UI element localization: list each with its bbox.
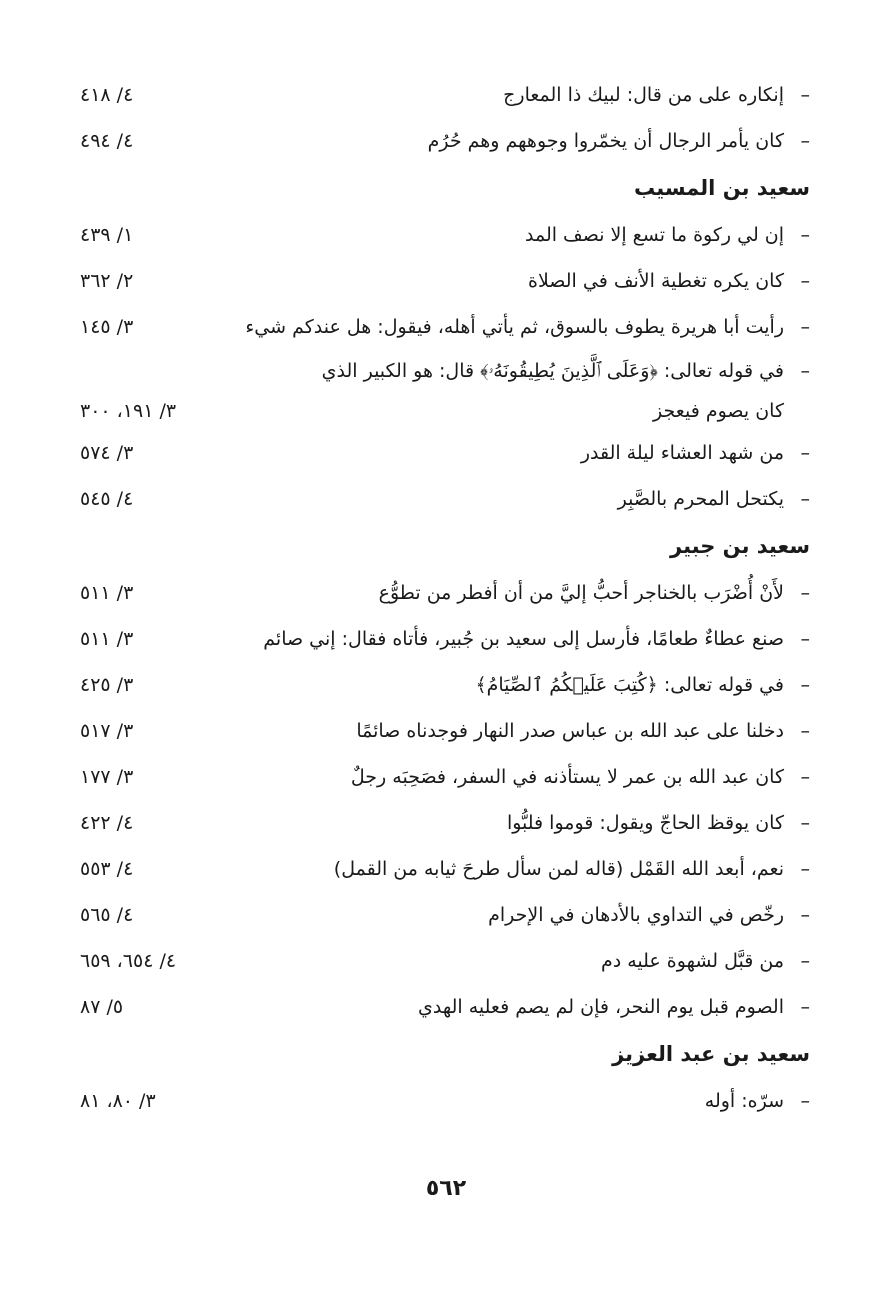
index-entry: [80, 430, 810, 476]
page-number: ٥٦٢: [425, 1176, 467, 1201]
entry-text: نعم، أبعد الله القَمْل (قاله لمن سأل طرحَ ثيابه من القمل): [333, 858, 784, 880]
index-entry: [80, 476, 810, 522]
entry-reference: ١/ ٤٣٩: [80, 224, 134, 246]
entry-dash: –: [800, 488, 810, 510]
entry-dash: –: [800, 674, 810, 696]
entry-dash: –: [800, 812, 810, 834]
entry-text: إنكاره على من قال: لبيك ذا المعارج: [503, 84, 784, 106]
entry-text-continuation: كان يصوم فيعجز: [653, 400, 784, 422]
entry-reference: ٤/ ٤١٨: [80, 84, 134, 106]
section-heading: سعيد بن المسيب: [634, 176, 810, 200]
index-entry: [80, 304, 810, 350]
entry-text: في قوله تعالى: ﴿وَعَلَى ٱلَّذِينَ يُطِيقُونَهُۥ﴾ قال: هو الكبير الذي: [321, 360, 784, 382]
entry-reference: ٥/ ٨٧: [80, 996, 124, 1018]
entry-reference: ٢/ ٣٦٢: [80, 270, 134, 292]
index-entry: [80, 708, 810, 754]
entry-reference: ٣/ ٥١٧: [80, 720, 134, 742]
entry-text: الصوم قبل يوم النحر، فإن لم يصم فعليه الهدي: [418, 996, 784, 1018]
index-entry: [80, 212, 810, 258]
entry-dash: –: [800, 766, 810, 788]
entry-text: لأَنْ أُضْرَب بالخناجر أحبُّ إليَّ من أن أفطر من تطوُّع: [378, 582, 784, 604]
entry-reference: ٣/ ١٧٧: [80, 766, 134, 788]
entry-text: يكتحل المحرم بالصَّبِر: [617, 488, 784, 510]
entry-reference: ٣/ ٥٧٤: [80, 442, 134, 464]
entry-reference: ٤/ ٦٥٤، ٦٥٩: [80, 950, 177, 972]
section-heading: سعيد بن عبد العزيز: [612, 1042, 810, 1066]
entry-dash: –: [800, 996, 810, 1018]
entry-text: كان يكره تغطية الأنف في الصلاة: [528, 270, 784, 292]
entry-dash: –: [800, 270, 810, 292]
entry-dash: –: [800, 1090, 810, 1112]
entry-text: كان يوقظ الحاجّ ويقول: قوموا فلبُّوا: [506, 812, 784, 834]
section-heading: سعيد بن جبير: [670, 534, 810, 558]
entry-text: إن لي ركوة ما تسع إلا نصف المد: [524, 224, 784, 246]
entry-dash: –: [800, 84, 810, 106]
index-entry: [80, 662, 810, 708]
entry-text: كان يأمر الرجال أن يخمّروا وجوههم وهم حُرُم: [427, 130, 784, 152]
index-entry: [80, 258, 810, 304]
entry-dash: –: [800, 950, 810, 972]
index-entry: [80, 118, 810, 164]
entry-reference: ٤/ ٥٦٥: [80, 904, 134, 926]
index-entry: [80, 800, 810, 846]
entry-dash: –: [800, 360, 810, 382]
entry-text: رأيت أبا هريرة يطوف بالسوق، ثم يأتي أهله، فيقول: هل عندكم شيء: [245, 316, 784, 338]
entry-text: كان عبد الله بن عمر لا يستأذنه في السفر، فصَحِبَه رجلٌ: [350, 766, 784, 788]
entry-reference: ٤/ ٥٤٥: [80, 488, 134, 510]
entry-dash: –: [800, 582, 810, 604]
entry-dash: –: [800, 130, 810, 152]
index-entry: [80, 616, 810, 662]
entry-reference: ٤/ ٥٥٣: [80, 858, 134, 880]
entry-text: في قوله تعالى: ﴿كُتِبَ عَلَيۡكُمُ ٱلصِّيَامُ﴾: [475, 674, 784, 696]
index-entry: [80, 984, 810, 1030]
entry-reference: ٣/ ١٤٥: [80, 316, 134, 338]
entry-reference: ٣/ ٥١١: [80, 582, 134, 604]
entry-text: من قبَّل لشهوة عليه دم: [600, 950, 784, 972]
index-entry: [80, 938, 810, 984]
entry-dash: –: [800, 628, 810, 650]
index-entry: [80, 72, 810, 118]
entry-dash: –: [800, 224, 810, 246]
entry-text: رخّص في التداوي بالأدهان في الإحرام: [488, 904, 784, 926]
index-entry: [80, 846, 810, 892]
entry-text: صنع عطاءٌ طعامًا، فأرسل إلى سعيد بن جُبير، فأتاه فقال: إني صائم: [263, 628, 784, 650]
entry-reference: ٣/ ٥١١: [80, 628, 134, 650]
index-entry: [80, 892, 810, 938]
index-entry: [80, 1078, 810, 1124]
entry-text: سرّه: أوله: [704, 1090, 784, 1112]
entry-reference: ٤/ ٤٢٢: [80, 812, 134, 834]
entry-dash: –: [800, 316, 810, 338]
entry-text: من شهد العشاء ليلة القدر: [580, 442, 784, 464]
entry-reference: ٣/ ١٩١، ٣٠٠: [80, 400, 177, 422]
entry-reference: ٣/ ٤٢٥: [80, 674, 134, 696]
entry-reference: ٤/ ٤٩٤: [80, 130, 134, 152]
entry-text: دخلنا على عبد الله بن عباس صدر النهار فوجدناه صائمًا: [356, 720, 784, 742]
entry-dash: –: [800, 858, 810, 880]
index-entry: [80, 350, 810, 392]
entry-dash: –: [800, 442, 810, 464]
index-entry: [80, 754, 810, 800]
entry-dash: –: [800, 904, 810, 926]
index-entry: [80, 570, 810, 616]
index-entry-continuation: [80, 392, 810, 430]
index-page: [80, 72, 810, 1124]
entry-dash: –: [800, 720, 810, 742]
entry-reference: ٣/ ٨٠، ٨١: [80, 1090, 156, 1112]
